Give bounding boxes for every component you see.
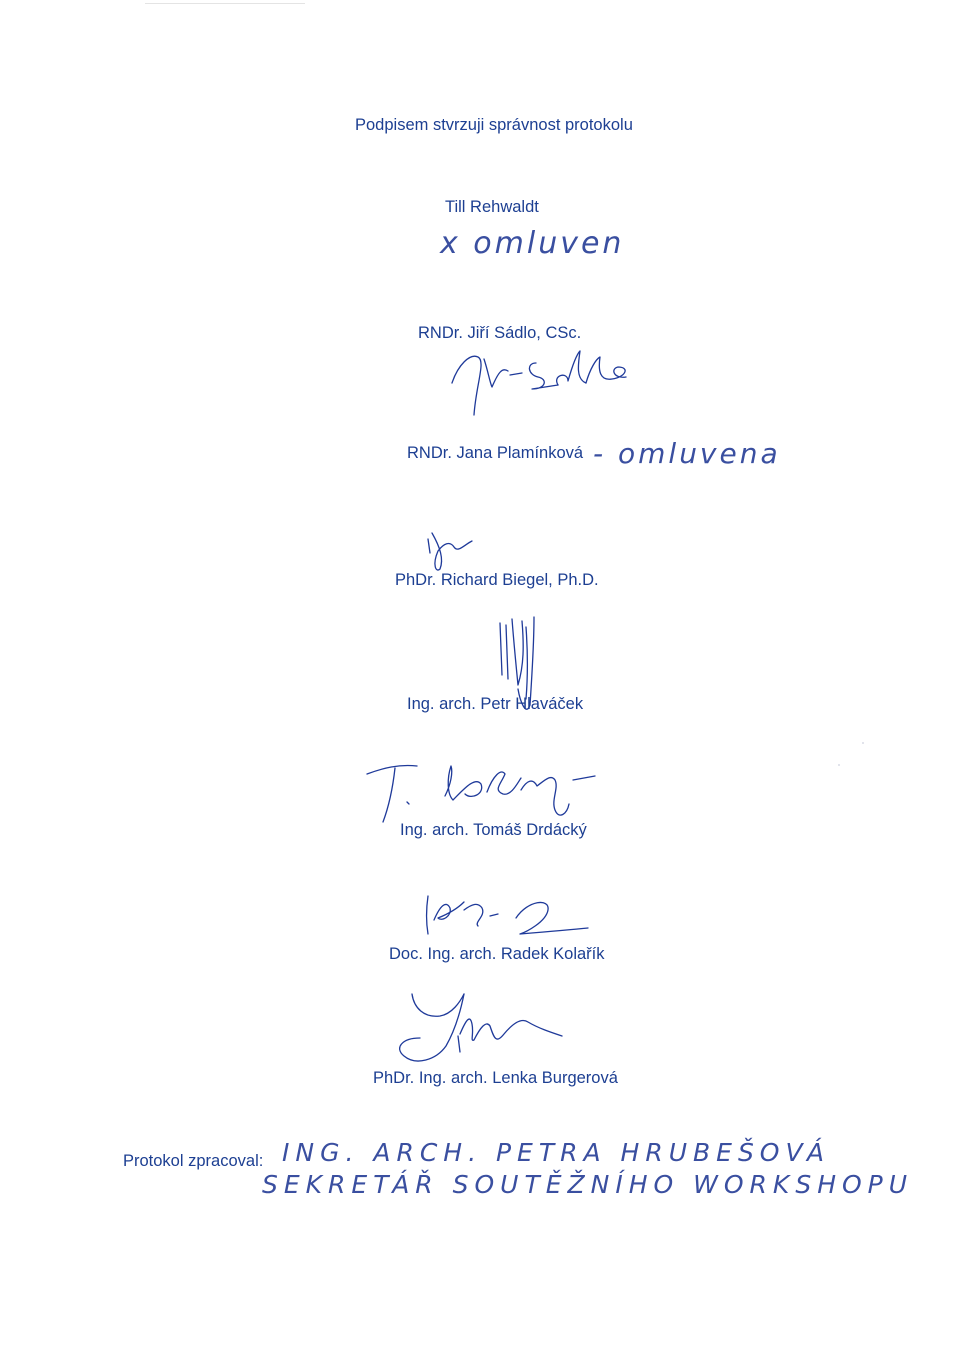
signatory-name-7: Doc. Ing. arch. Radek Kolařík bbox=[389, 945, 605, 963]
protocol-author-line2: SEKRETÁŘ SOUTĚŽNÍHO WORKSHOPU bbox=[262, 1170, 914, 1199]
protocol-label: Protokol zpracoval: bbox=[123, 1152, 264, 1170]
signatory-name-6: Ing. arch. Tomáš Drdácký bbox=[400, 821, 587, 839]
signature-7 bbox=[420, 880, 620, 945]
signatory-name-1: Till Rehwaldt bbox=[445, 198, 539, 216]
scan-speck bbox=[862, 742, 864, 744]
signatory-name-3: RNDr. Jana Plamínková bbox=[407, 444, 584, 462]
signatory-note-1: x omluven bbox=[440, 226, 625, 261]
top-rule bbox=[145, 3, 305, 4]
signature-2 bbox=[440, 345, 660, 420]
signatory-name-4: PhDr. Richard Biegel, Ph.D. bbox=[395, 571, 599, 589]
protocol-author-line1: ING. ARCH. PETRA HRUBEŠOVÁ bbox=[282, 1138, 830, 1167]
signatory-name-2: RNDr. Jiří Sádlo, CSc. bbox=[418, 324, 582, 342]
signatory-name-5: Ing. arch. Petr Hlaváček bbox=[407, 695, 584, 713]
page-heading: Podpisem stvrzuji správnost protokolu bbox=[355, 116, 633, 134]
scan-speck bbox=[838, 764, 840, 766]
signature-8 bbox=[390, 980, 590, 1080]
signature-5 bbox=[490, 605, 560, 735]
signatory-name-8: PhDr. Ing. arch. Lenka Burgerová bbox=[373, 1069, 618, 1087]
signature-4 bbox=[420, 525, 500, 575]
signatory-note-3: - omluvena bbox=[593, 437, 781, 470]
